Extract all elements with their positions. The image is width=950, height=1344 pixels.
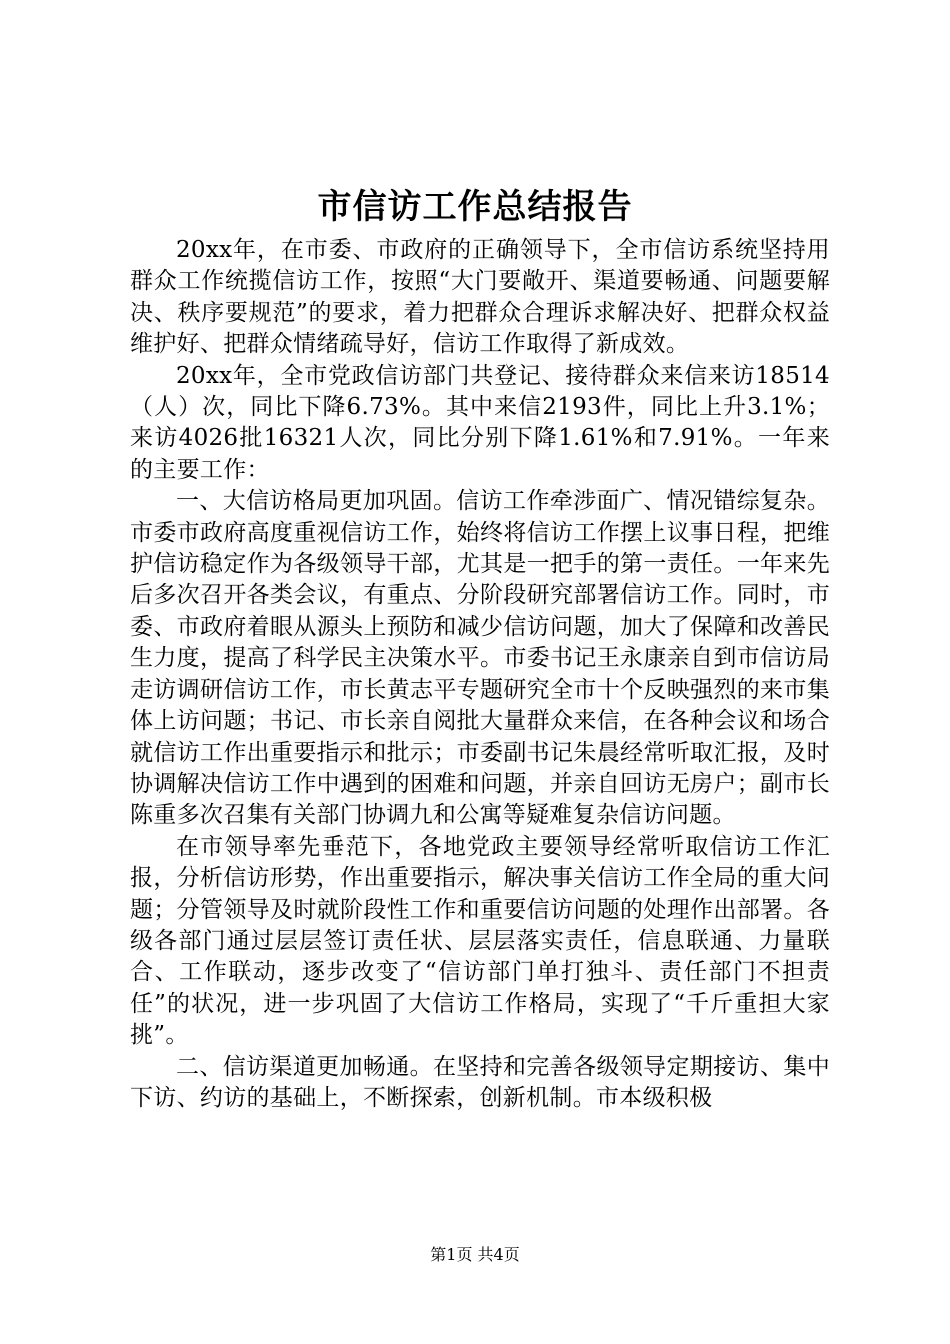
- paragraph-section-two: 二、信访渠道更加畅通。在坚持和完善各级领导定期接访、集中下访、约访的基础上，不断探索，创新机制。市本级积极: [130, 1053, 830, 1111]
- document-title: 市信访工作总结报告: [317, 187, 633, 227]
- paragraph-section-one: 一、大信访格局更加巩固。信访工作牵涉面广、情况错综复杂。市委市政府高度重视信访工作，始终将信访工作摆上议事日程，把维护信访稳定作为各级领导干部，尤其是一把手的第一责任。一年来先后多次召开各类会议，有重点、分阶段研究部署信访工作。同时，市委、市政府着眼从源头上预防和减少信访问题，加大了保障和改善民生力度，提高了科学民主决策水平。市委书记王永康亲自到市信访局走访调研信访工作，市长黄志平专题研究全市十个反映强烈的来市集体上访问题；书记、市长亲自阅批大量群众来信，在各种会议和场合就信访工作出重要指示和批示；市委副书记朱晨经常听取汇报，及时协调解决信访工作中遇到的困难和问题，并亲自回访无房户；副市长陈重多次召集有关部门协调九和公寓等疑难复杂信访问题。: [130, 488, 830, 829]
- paragraph-intro: 20xx年，在市委、市政府的正确领导下，全市信访系统坚持用群众工作统揽信访工作，按照“大门要敞开、渠道要畅通、问题要解决、秩序要规范”的要求，着力把群众合理诉求解决好、把群众权益维护好、把群众情绪疏导好，信访工作取得了新成效。: [130, 237, 830, 358]
- paragraph-leadership: 在市领导率先垂范下，各地党政主要领导经常听取信访工作汇报，分析信访形势，作出重要指示，解决事关信访工作全局的重大问题；分管领导及时就阶段性工作和重要信访问题的处理作出部署。各级各部门通过层层签订责任状、层层落实责任，信息联通、力量联合、工作联动，逐步改变了“信访部门单打独斗、责任部门不担责任”的状况，进一步巩固了大信访工作格局，实现了“千斤重担大家挑”。: [130, 833, 830, 1049]
- document-body: [130, 235, 830, 1114]
- page-footer: 第1页 共4页: [430, 1245, 520, 1264]
- paragraph-statistics: 20xx年，全市党政信访部门共登记、接待群众来信来访18514（人）次，同比下降6.73%。其中来信2193件，同比上升3.1%；来访4026批16321人次，同比分别下降1.61%和7.91%。一年来的主要工作：: [130, 362, 830, 483]
